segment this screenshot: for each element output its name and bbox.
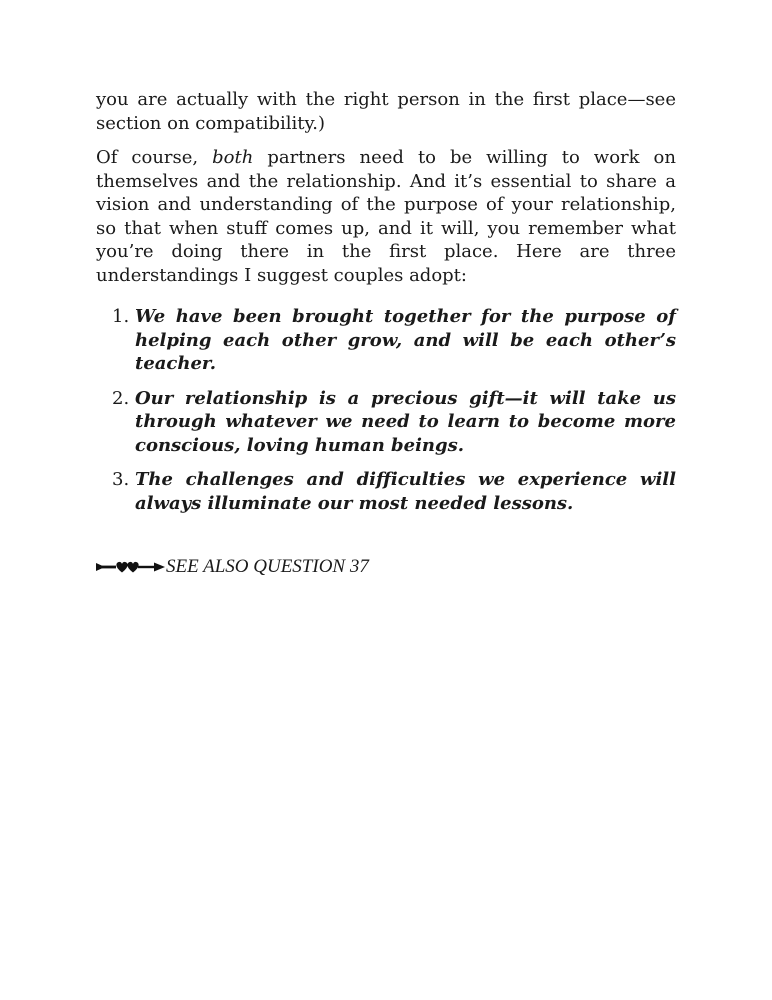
paragraph-compatibility: you are actually with the right person in the first place—see section on compatibility.) xyxy=(96,89,676,134)
para2-lead: Of course, xyxy=(96,147,213,168)
understandings-list xyxy=(96,305,676,515)
list-item xyxy=(96,387,676,458)
see-also-reference[interactable] xyxy=(96,555,676,579)
para2-rest: partners need to be willing to work on themselves and the relationship. And it’s essential to share a vision and understanding of the purpose of your relationship, so that when stuff comes up, and it will, you remember what you’re doing there in the first place. Here are three understandings I suggest couples adopt: xyxy=(96,147,676,286)
list-item xyxy=(96,305,676,376)
list-item xyxy=(96,468,676,515)
list-item-text: We have been brought together for the purpose of helping each other grow, and will be each other’s teacher. xyxy=(135,306,676,374)
emphasis-both: both xyxy=(212,147,254,168)
list-item-text: Our relationship is a precious gift—it will take us through whatever we need to learn to become more conscious, loving human beings. xyxy=(135,387,676,456)
page-content xyxy=(96,88,676,579)
heart-arrow-ornament-icon xyxy=(96,560,166,574)
paragraph-vision xyxy=(96,146,676,287)
list-number: 1. xyxy=(112,306,130,327)
see-also-text[interactable]: SEE ALSO QUESTION 37 xyxy=(166,556,369,577)
list-item-text: The challenges and difficulties we experience will always illuminate our most needed lessons. xyxy=(135,469,676,514)
list-number: 3. xyxy=(112,469,130,490)
list-number: 2. xyxy=(112,387,130,409)
